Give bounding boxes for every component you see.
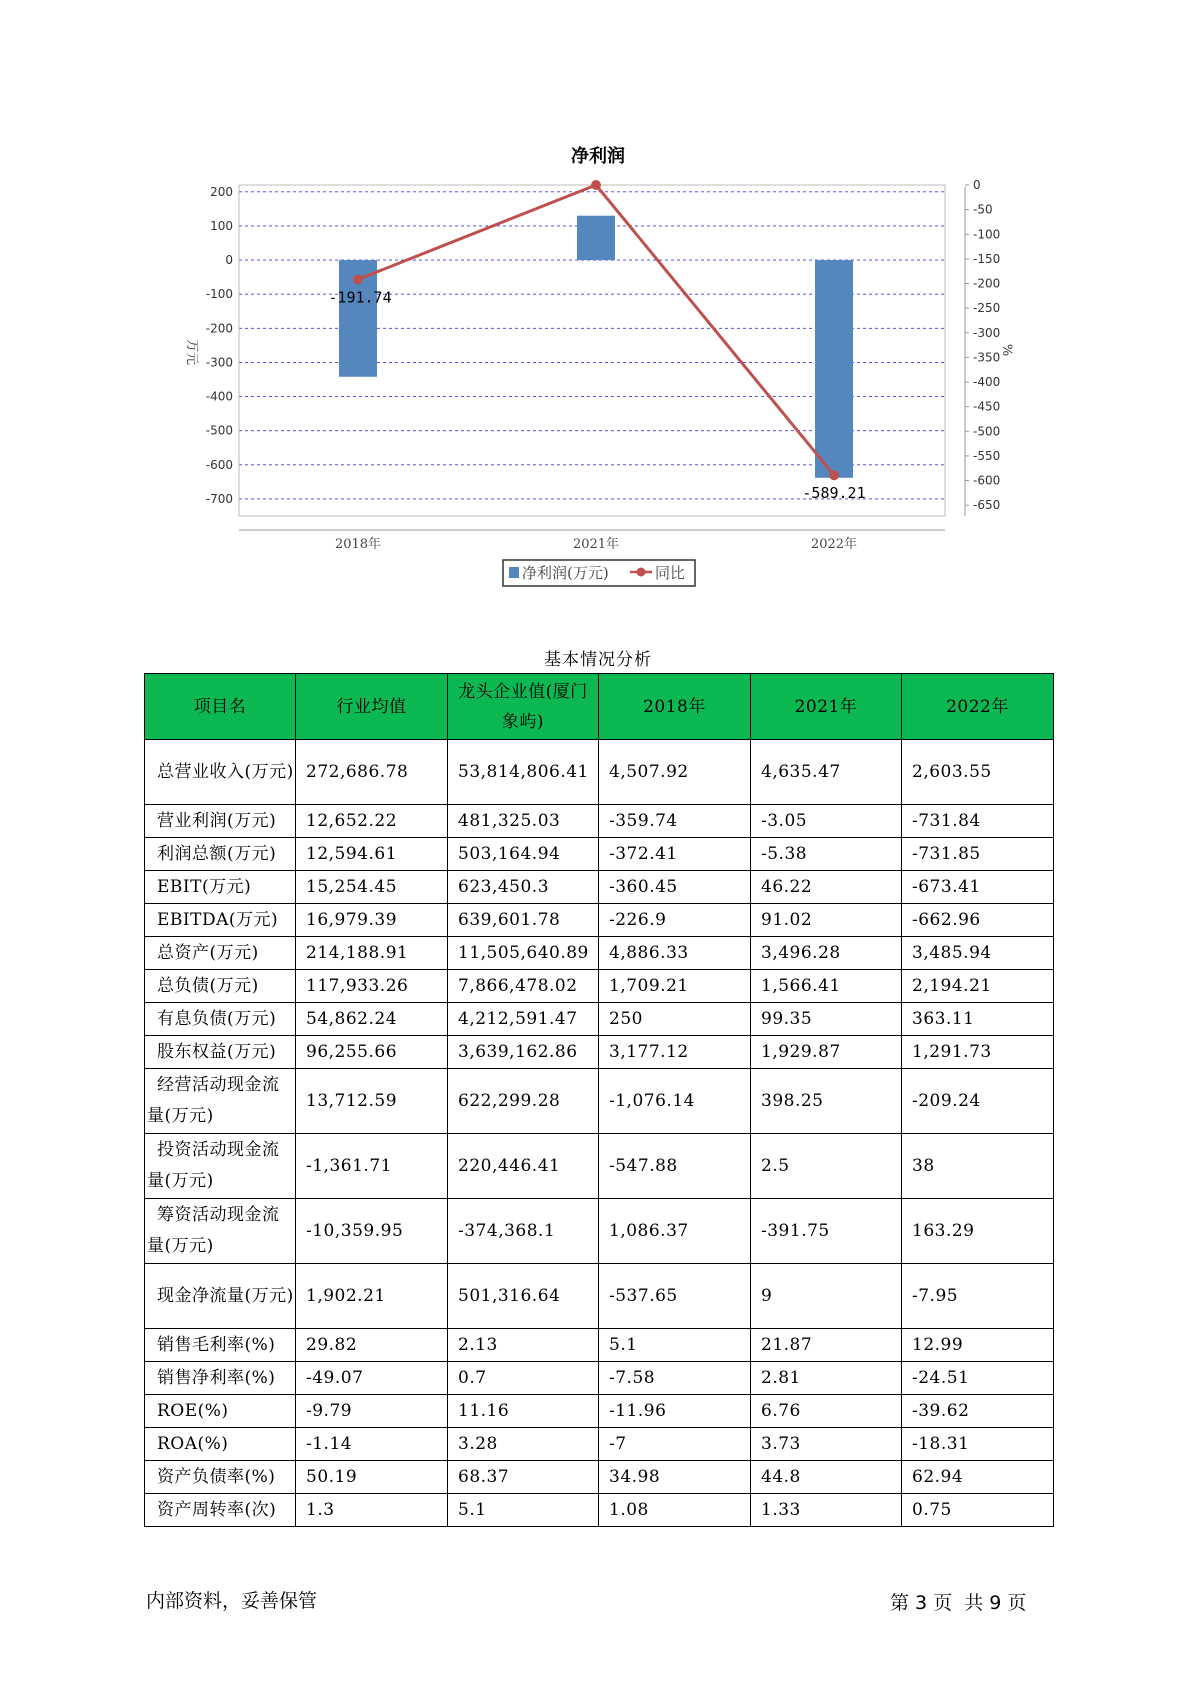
value-cell: 15,254.45 xyxy=(296,871,448,904)
legend-bar-swatch xyxy=(509,567,519,578)
value-cell: -673.41 xyxy=(902,871,1054,904)
yoy-point xyxy=(591,180,601,190)
table-row xyxy=(145,1362,1054,1395)
y2-tick-label: -650 xyxy=(973,498,1001,513)
yoy-point xyxy=(829,470,839,480)
value-cell: -7.95 xyxy=(902,1264,1054,1329)
value-cell: 639,601.78 xyxy=(448,904,599,937)
value-cell: 398.25 xyxy=(751,1069,902,1134)
value-cell: -39.62 xyxy=(902,1395,1054,1428)
value-cell: 1,291.73 xyxy=(902,1036,1054,1069)
table-row xyxy=(145,1461,1054,1494)
value-cell: 2.13 xyxy=(448,1329,599,1362)
value-cell: 363.11 xyxy=(902,1003,1054,1036)
y-tick-label: 0 xyxy=(225,253,233,268)
value-cell: -3.05 xyxy=(751,805,902,838)
row-name-cell: 有息负债(万元) xyxy=(145,1003,296,1036)
value-cell: 16,979.39 xyxy=(296,904,448,937)
value-cell: 2,194.21 xyxy=(902,970,1054,1003)
value-cell: 91.02 xyxy=(751,904,902,937)
value-cell: 1,929.87 xyxy=(751,1036,902,1069)
bar xyxy=(815,260,853,478)
value-cell: 622,299.28 xyxy=(448,1069,599,1134)
value-cell: 34.98 xyxy=(599,1461,751,1494)
value-cell: -226.9 xyxy=(599,904,751,937)
value-cell: 9 xyxy=(751,1264,902,1329)
value-cell: 6.76 xyxy=(751,1395,902,1428)
value-cell: 29.82 xyxy=(296,1329,448,1362)
value-cell: 3,639,162.86 xyxy=(448,1036,599,1069)
table-row xyxy=(145,1036,1054,1069)
basic-analysis-table xyxy=(144,673,1054,1527)
value-cell: 2.81 xyxy=(751,1362,902,1395)
y-tick-label: 200 xyxy=(210,184,233,199)
value-cell: -1.14 xyxy=(296,1428,448,1461)
header-year-2022: 2022年 xyxy=(902,674,1054,740)
table-caption: 基本情况分析 xyxy=(544,650,652,670)
row-name-cell: 销售毛利率(%) xyxy=(145,1329,296,1362)
y2-tick-label: -100 xyxy=(973,227,1001,242)
table-row xyxy=(145,871,1054,904)
table-row xyxy=(145,970,1054,1003)
table-row xyxy=(145,1395,1054,1428)
value-cell: -5.38 xyxy=(751,838,902,871)
value-cell: 220,446.41 xyxy=(448,1134,599,1199)
row-name-cell: 总资产(万元) xyxy=(145,937,296,970)
value-cell: -537.65 xyxy=(599,1264,751,1329)
value-cell: -360.45 xyxy=(599,871,751,904)
value-cell: 0.7 xyxy=(448,1362,599,1395)
data-label: -589.21 xyxy=(802,484,866,503)
value-cell: 12.99 xyxy=(902,1329,1054,1362)
y-tick-label: -700 xyxy=(205,491,233,506)
footer-page-number: 第 3 页 共 9 页 xyxy=(890,1592,1027,1614)
value-cell: 117,933.26 xyxy=(296,970,448,1003)
value-cell: -731.85 xyxy=(902,838,1054,871)
value-cell: 3,177.12 xyxy=(599,1036,751,1069)
row-name-cell: 资产负债率(%) xyxy=(145,1461,296,1494)
value-cell: 21.87 xyxy=(751,1329,902,1362)
header-year-2021: 2021年 xyxy=(751,674,902,740)
row-name-cell: 总负债(万元) xyxy=(145,970,296,1003)
value-cell: 11.16 xyxy=(448,1395,599,1428)
value-cell: 4,886.33 xyxy=(599,937,751,970)
header-industry-avg: 行业均值 xyxy=(296,674,448,740)
chart-legend xyxy=(503,560,695,586)
value-cell: 3,485.94 xyxy=(902,937,1054,970)
value-cell: -372.41 xyxy=(599,838,751,871)
x-tick-label: 2018年 xyxy=(334,537,382,552)
value-cell: 2,603.55 xyxy=(902,740,1054,805)
value-cell: -9.79 xyxy=(296,1395,448,1428)
value-cell: 4,635.47 xyxy=(751,740,902,805)
value-cell: -547.88 xyxy=(599,1134,751,1199)
y-tick-label: -400 xyxy=(205,389,233,404)
x-tick-label: 2022年 xyxy=(810,537,858,552)
y-tick-label: -100 xyxy=(205,287,233,302)
x-tick-label: 2021年 xyxy=(572,537,620,552)
table-row xyxy=(145,740,1054,805)
row-name-cell: 股东权益(万元) xyxy=(145,1036,296,1069)
y2-tick-label: -200 xyxy=(973,276,1001,291)
y2-tick-label: -50 xyxy=(973,202,993,217)
legend-line-marker xyxy=(637,568,646,577)
footer-confidential-note: 内部资料，妥善保管 xyxy=(146,1590,318,1612)
y2-tick-label: -450 xyxy=(973,399,1001,414)
value-cell: -18.31 xyxy=(902,1428,1054,1461)
row-name-cell: 资产周转率(次) xyxy=(145,1494,296,1527)
table-row xyxy=(145,937,1054,970)
table-body xyxy=(145,740,1054,1527)
row-name-cell: ROE(%) xyxy=(145,1395,296,1428)
value-cell: -11.96 xyxy=(599,1395,751,1428)
value-cell: -7.58 xyxy=(599,1362,751,1395)
table-row xyxy=(145,1134,1054,1199)
bar xyxy=(577,216,615,260)
value-cell: 96,255.66 xyxy=(296,1036,448,1069)
value-cell: 3.73 xyxy=(751,1428,902,1461)
table-row xyxy=(145,838,1054,871)
row-name-cell: 利润总额(万元) xyxy=(145,838,296,871)
value-cell: 5.1 xyxy=(599,1329,751,1362)
value-cell: 13,712.59 xyxy=(296,1069,448,1134)
legend-line-label: 同比 xyxy=(655,564,686,582)
value-cell: 1,566.41 xyxy=(751,970,902,1003)
value-cell: 1,086.37 xyxy=(599,1199,751,1264)
data-label: -191.74 xyxy=(328,288,392,307)
value-cell: 1.08 xyxy=(599,1494,751,1527)
row-name-cell: ROA(%) xyxy=(145,1428,296,1461)
y2-tick-label: -400 xyxy=(973,375,1001,390)
y-tick-label: -300 xyxy=(205,355,233,370)
value-cell: 54,862.24 xyxy=(296,1003,448,1036)
value-cell: 163.29 xyxy=(902,1199,1054,1264)
value-cell: 623,450.3 xyxy=(448,871,599,904)
y2-tick-label: -500 xyxy=(973,424,1001,439)
header-year-2018: 2018年 xyxy=(599,674,751,740)
value-cell: 12,652.22 xyxy=(296,805,448,838)
value-cell: -662.96 xyxy=(902,904,1054,937)
row-name-cell: 投资活动现金流量(万元) xyxy=(145,1134,296,1199)
row-name-cell: 经营活动现金流量(万元) xyxy=(145,1069,296,1134)
table-row xyxy=(145,1003,1054,1036)
y-tick-label: -500 xyxy=(205,423,233,438)
value-cell: 12,594.61 xyxy=(296,838,448,871)
y-tick-label: 100 xyxy=(210,218,233,233)
value-cell: -24.51 xyxy=(902,1362,1054,1395)
value-cell: 3.28 xyxy=(448,1428,599,1461)
table-row xyxy=(145,1069,1054,1134)
y2-tick-label: 0 xyxy=(973,178,981,192)
yoy-point xyxy=(353,274,363,284)
value-cell: -374,368.1 xyxy=(448,1199,599,1264)
row-name-cell: EBITDA(万元) xyxy=(145,904,296,937)
chart-title: 净利润 xyxy=(571,146,625,167)
value-cell: 62.94 xyxy=(902,1461,1054,1494)
value-cell: 250 xyxy=(599,1003,751,1036)
data-labels xyxy=(328,288,865,502)
value-cell: 2.5 xyxy=(751,1134,902,1199)
value-cell: -359.74 xyxy=(599,805,751,838)
table-row xyxy=(145,1199,1054,1264)
net-profit-chart xyxy=(0,0,1191,600)
value-cell: 38 xyxy=(902,1134,1054,1199)
value-cell: 4,507.92 xyxy=(599,740,751,805)
value-cell: 214,188.91 xyxy=(296,937,448,970)
value-cell: 7,866,478.02 xyxy=(448,970,599,1003)
y-tick-label: -600 xyxy=(205,457,233,472)
value-cell: 53,814,806.41 xyxy=(448,740,599,805)
value-cell: 501,316.64 xyxy=(448,1264,599,1329)
value-cell: -49.07 xyxy=(296,1362,448,1395)
row-name-cell: 筹资活动现金流量(万元) xyxy=(145,1199,296,1264)
table-row xyxy=(145,805,1054,838)
value-cell: 1,902.21 xyxy=(296,1264,448,1329)
value-cell: 503,164.94 xyxy=(448,838,599,871)
value-cell: -391.75 xyxy=(751,1199,902,1264)
legend-bar-label: 净利润(万元) xyxy=(522,564,609,582)
y2-axis-label: % xyxy=(999,343,1014,357)
row-name-cell: EBIT(万元) xyxy=(145,871,296,904)
table-row xyxy=(145,904,1054,937)
value-cell: -7 xyxy=(599,1428,751,1461)
value-cell: 99.35 xyxy=(751,1003,902,1036)
value-cell: -209.24 xyxy=(902,1069,1054,1134)
table-row xyxy=(145,1329,1054,1362)
row-name-cell: 现金净流量(万元) xyxy=(145,1264,296,1329)
value-cell: 68.37 xyxy=(448,1461,599,1494)
table-row xyxy=(145,1494,1054,1527)
table-row xyxy=(145,1428,1054,1461)
table-header-row xyxy=(145,674,1054,740)
y2-tick-label: -150 xyxy=(973,251,1001,266)
value-cell: 11,505,640.89 xyxy=(448,937,599,970)
header-item-name: 项目名 xyxy=(145,674,296,740)
value-cell: 481,325.03 xyxy=(448,805,599,838)
y-tick-label: -200 xyxy=(205,321,233,336)
value-cell: -1,076.14 xyxy=(599,1069,751,1134)
header-leader-value: 龙头企业值(厦门象屿) xyxy=(448,674,599,740)
table-row xyxy=(145,1264,1054,1329)
value-cell: -1,361.71 xyxy=(296,1134,448,1199)
value-cell: 272,686.78 xyxy=(296,740,448,805)
value-cell: 5.1 xyxy=(448,1494,599,1527)
value-cell: 1.3 xyxy=(296,1494,448,1527)
value-cell: 1,709.21 xyxy=(599,970,751,1003)
y2-tick-label: -350 xyxy=(973,350,1001,365)
y2-tick-label: -250 xyxy=(973,301,1001,316)
y2-tick-label: -550 xyxy=(973,448,1001,463)
value-cell: 50.19 xyxy=(296,1461,448,1494)
value-cell: 1.33 xyxy=(751,1494,902,1527)
row-name-cell: 销售净利率(%) xyxy=(145,1362,296,1395)
value-cell: 4,212,591.47 xyxy=(448,1003,599,1036)
y2-tick-label: -300 xyxy=(973,325,1001,340)
value-cell: 0.75 xyxy=(902,1494,1054,1527)
value-cell: 46.22 xyxy=(751,871,902,904)
value-cell: 44.8 xyxy=(751,1461,902,1494)
value-cell: -731.84 xyxy=(902,805,1054,838)
row-name-cell: 营业利润(万元) xyxy=(145,805,296,838)
row-name-cell: 总营业收入(万元) xyxy=(145,740,296,805)
value-cell: -10,359.95 xyxy=(296,1199,448,1264)
value-cell: 3,496.28 xyxy=(751,937,902,970)
y2-tick-label: -600 xyxy=(973,473,1001,488)
y-axis-label: 万元 xyxy=(184,338,199,366)
